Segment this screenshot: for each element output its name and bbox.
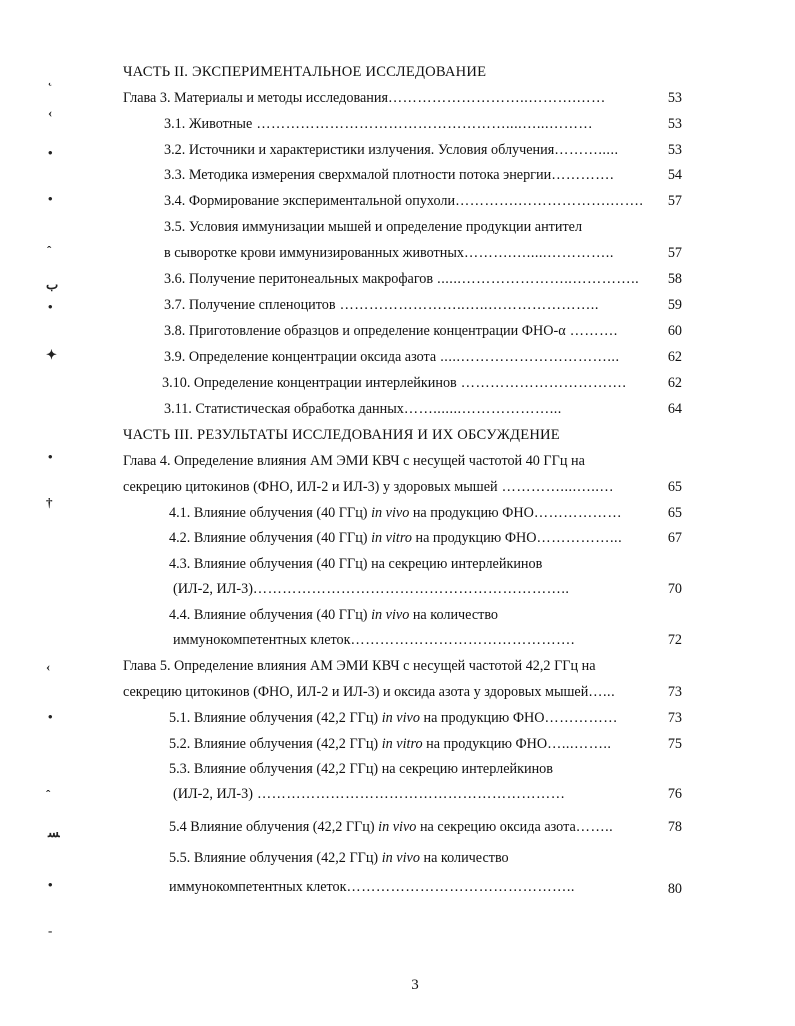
toc-page-number: 67 (667, 530, 682, 546)
dot-leader: ………..... (554, 142, 619, 158)
toc-entry-title: 3.11. Статистическая обработка данных (164, 401, 404, 417)
part2-heading: ЧАСТЬ II. ЭКСПЕРИМЕНТАЛЬНОЕ ИССЛЕДОВАНИЕ (123, 64, 487, 80)
toc-entry-latin: in vivo (371, 607, 410, 623)
toc-page-number: 57 (667, 193, 682, 209)
dot-leader: …….. (575, 819, 614, 835)
toc-entry-latin: in vivo (371, 505, 410, 521)
toc-entry-3-8[interactable] (164, 322, 618, 340)
dot-leader: ………….……………….……. (455, 193, 644, 209)
dot-leader: ………. (565, 323, 618, 339)
toc-entry-title: 3.7. Получение спленоцитов (164, 297, 336, 313)
scan-mark: • (48, 145, 53, 160)
toc-entry-title: 3.6. Получение перитонеальных макрофагов (164, 271, 434, 287)
dot-leader: .....…………………………... (436, 349, 620, 365)
toc-entry-4-1[interactable] (169, 504, 622, 522)
dot-leader: ……………………………………………………… (252, 786, 566, 802)
toc-entry-title: (ИЛ-2, ИЛ-3) (173, 581, 253, 597)
toc-entry-latin: in vivo (378, 819, 417, 835)
toc-entry-title-suffix: на количество (409, 607, 499, 623)
toc-page-number: 53 (667, 142, 682, 158)
scan-mark: ‑ (48, 923, 53, 938)
dot-leader: ......…………………..………….. (433, 271, 640, 287)
toc-entry-3-7[interactable] (164, 296, 599, 314)
scan-mark: ﺴ (48, 825, 60, 840)
toc-entry-latin: in vivo (381, 850, 420, 866)
toc-entry-title-suffix: на продукцию ФНО (409, 505, 534, 521)
toc-page-number: 80 (667, 881, 682, 897)
toc-page-number: 78 (667, 819, 682, 835)
toc-entry-title-prefix: 4.2. Влияние облучения (40 ГГц) (169, 530, 372, 546)
dot-leader: ……………... (536, 530, 623, 546)
toc-entry-title-suffix: на продукцию ФНО (422, 736, 548, 752)
toc-page-number: 54 (667, 167, 682, 183)
toc-page-number: 60 (667, 323, 682, 339)
scan-mark: • (48, 299, 53, 314)
dot-leader: …... (588, 684, 616, 700)
toc-entry-title: секрецию цитокинов (ФНО, ИЛ-2 и ИЛ-3) и оксида азота у здоровых мышей (123, 684, 589, 700)
part3-heading: ЧАСТЬ III. РЕЗУЛЬТАТЫ ИССЛЕДОВАНИЯ И ИХ ОБСУЖДЕНИЕ (123, 427, 560, 443)
toc-entry-title-prefix: 5.5. Влияние облучения (42,2 ГГц) (169, 850, 382, 866)
toc-page-number: 58 (667, 271, 682, 287)
dot-leader: …………… (544, 710, 618, 726)
dot-leader: …….......………………... (403, 401, 562, 417)
toc-entry-3-9[interactable] (164, 348, 620, 366)
toc-entry-3-5-line1[interactable]: 3.5. Условия иммунизации мышей и определение продукции антител (164, 219, 583, 235)
toc-entry-title-prefix: 5.2. Влияние облучения (42,2 ГГц) (169, 736, 382, 752)
dot-leader: …………....…..… (497, 479, 615, 495)
toc-entry-title: иммунокомпетентных клеток (173, 632, 351, 648)
toc-entry-4-2[interactable] (169, 529, 622, 547)
toc-entry-title: 3.4. Формирование экспериментальной опухоли (164, 193, 456, 209)
toc-entry-5-1[interactable] (169, 709, 618, 727)
toc-page-number: 53 (667, 116, 682, 132)
toc-entry-title-suffix: на количество (419, 850, 509, 866)
page-number: 3 (411, 977, 419, 993)
dot-leader: …...…….. (547, 736, 612, 752)
toc-entry-3-3[interactable] (164, 166, 614, 184)
dot-leader: ……….….....………….. (463, 245, 614, 261)
toc-entry-title: 3.3. Методика измерения сверхмалой плотности потока энергии (164, 167, 552, 183)
toc-page-number: 70 (667, 581, 682, 597)
toc-entry-title: 3.2. Источники и характеристики излучения. Условия облучения (164, 142, 555, 158)
toc-entry-3-2[interactable] (164, 141, 619, 159)
scan-mark: ˆ (47, 243, 52, 258)
toc-entry-5-3-line1[interactable]: 5.3. Влияние облучения (42,2 ГГц) на секрецию интерлейкинов (169, 761, 553, 777)
scan-mark: • (48, 191, 53, 206)
dot-leader: ……………………………………………....…...……… (252, 116, 594, 132)
toc-entry-4-4-line1[interactable] (169, 606, 498, 624)
toc-entry-ch4-line1[interactable]: Глава 4. Определение влияния АМ ЭМИ КВЧ с несущей частотой 40 ГГц на (123, 453, 585, 469)
toc-entry-5-5-line1[interactable] (169, 849, 509, 867)
scan-mark: • (48, 877, 53, 892)
scan-mark: ب (46, 277, 59, 292)
dot-leader: ………………………………………. (350, 632, 575, 648)
scan-mark: ‹ (48, 105, 53, 120)
dot-leader: ……………… (533, 505, 623, 521)
toc-entry-ch4[interactable] (123, 478, 614, 496)
dot-leader: ……………………………. (456, 375, 627, 391)
scan-mark: • (48, 449, 53, 464)
toc-entry-title-suffix: на секрецию оксида азота (416, 819, 576, 835)
toc-page-number: 53 (667, 90, 682, 106)
toc-entry-3-4[interactable] (164, 192, 643, 210)
toc-entry-ch5-line1[interactable]: Глава 5. Определение влияния АМ ЭМИ КВЧ с несущей частотой 42,2 ГГц на (123, 658, 596, 674)
toc-entry-title-prefix: 4.4. Влияние облучения (40 ГГц) (169, 607, 372, 623)
dot-leader: ………………………..……….…… (387, 90, 606, 106)
toc-page-number: 76 (667, 786, 682, 802)
scan-mark: ˆ (46, 787, 51, 802)
toc-entry-3-6[interactable] (164, 270, 639, 288)
toc-page-number: 72 (667, 632, 682, 648)
toc-entry-title: 3.8. Приготовление образцов и определение концентрации ФНО-α (164, 323, 566, 339)
toc-page-number: 73 (667, 710, 682, 726)
scan-mark: ✦ (46, 347, 57, 362)
toc-entry-title-prefix: 5.1. Влияние облучения (42,2 ГГц) (169, 710, 382, 726)
toc-entry-title: 3.1. Животные (164, 116, 253, 132)
toc-page-number: 57 (667, 245, 682, 261)
toc-entry-5-2[interactable] (169, 735, 611, 753)
toc-page-number: 65 (667, 505, 682, 521)
dot-leader: ……………………..…..………………….. (335, 297, 599, 313)
toc-entry-4-3[interactable] (173, 580, 569, 598)
toc-entry-3-10[interactable] (162, 374, 626, 392)
scan-mark: † (46, 495, 53, 510)
toc-entry-title-prefix: 4.1. Влияние облучения (40 ГГц) (169, 505, 372, 521)
toc-entry-title: (ИЛ-2, ИЛ-3) (173, 786, 253, 802)
toc-entry-latin: in vivo (381, 710, 420, 726)
toc-entry-3-11[interactable] (164, 400, 562, 418)
toc-entry-title-prefix: 5.4 Влияние облучения (42,2 ГГц) (169, 819, 379, 835)
toc-page-number: 73 (667, 684, 682, 700)
scan-mark: • (48, 709, 53, 724)
toc-page-number: 75 (667, 736, 682, 752)
toc-entry-4-4[interactable] (173, 631, 575, 649)
toc-page-number: 62 (667, 375, 682, 391)
toc-page-number: 65 (667, 479, 682, 495)
toc-entry-3-5[interactable] (164, 244, 614, 262)
toc-page-number: 64 (667, 401, 682, 417)
toc-entry-latin: in vitro (381, 736, 423, 752)
toc-entry-5-5[interactable] (169, 878, 575, 896)
toc-entry-5-3[interactable] (173, 785, 565, 803)
toc-page-number: 59 (667, 297, 682, 313)
toc-entry-title: 3.10. Определение концентрации интерлейкинов (162, 375, 457, 391)
toc-entry-title: 3.9. Определение концентрации оксида азота (164, 349, 437, 365)
toc-entry-title-suffix: на продукцию ФНО (419, 710, 545, 726)
scan-mark: ˛ (48, 71, 53, 86)
toc-entry-ch3[interactable] (123, 89, 606, 107)
toc-entry-5-4[interactable] (169, 818, 613, 836)
toc-page-number: 62 (667, 349, 682, 365)
toc-entry-title: Глава 3. Материалы и методы исследования (123, 90, 388, 106)
toc-entry-latin: in vitro (371, 530, 412, 546)
toc-entry-title: секрецию цитокинов (ФНО, ИЛ-2 и ИЛ-3) у здоровых мышей (123, 479, 498, 495)
toc-entry-3-1[interactable] (164, 115, 593, 133)
toc-entry-4-3-line1[interactable]: 4.3. Влияние облучения (40 ГГц) на секрецию интерлейкинов (169, 556, 543, 572)
dot-leader: ……………………………………….. (346, 879, 575, 895)
scan-mark: ‹ (46, 659, 51, 674)
toc-entry-title: иммунокомпетентных клеток (169, 879, 347, 895)
dot-leader: ……………………………………………………….. (252, 581, 570, 597)
toc-entry-title: в сыворотке крови иммунизированных животных (164, 245, 464, 261)
dot-leader: …………. (551, 167, 614, 183)
toc-entry-title-suffix: на продукцию ФНО (411, 530, 537, 546)
toc-entry-ch5[interactable] (123, 683, 615, 701)
